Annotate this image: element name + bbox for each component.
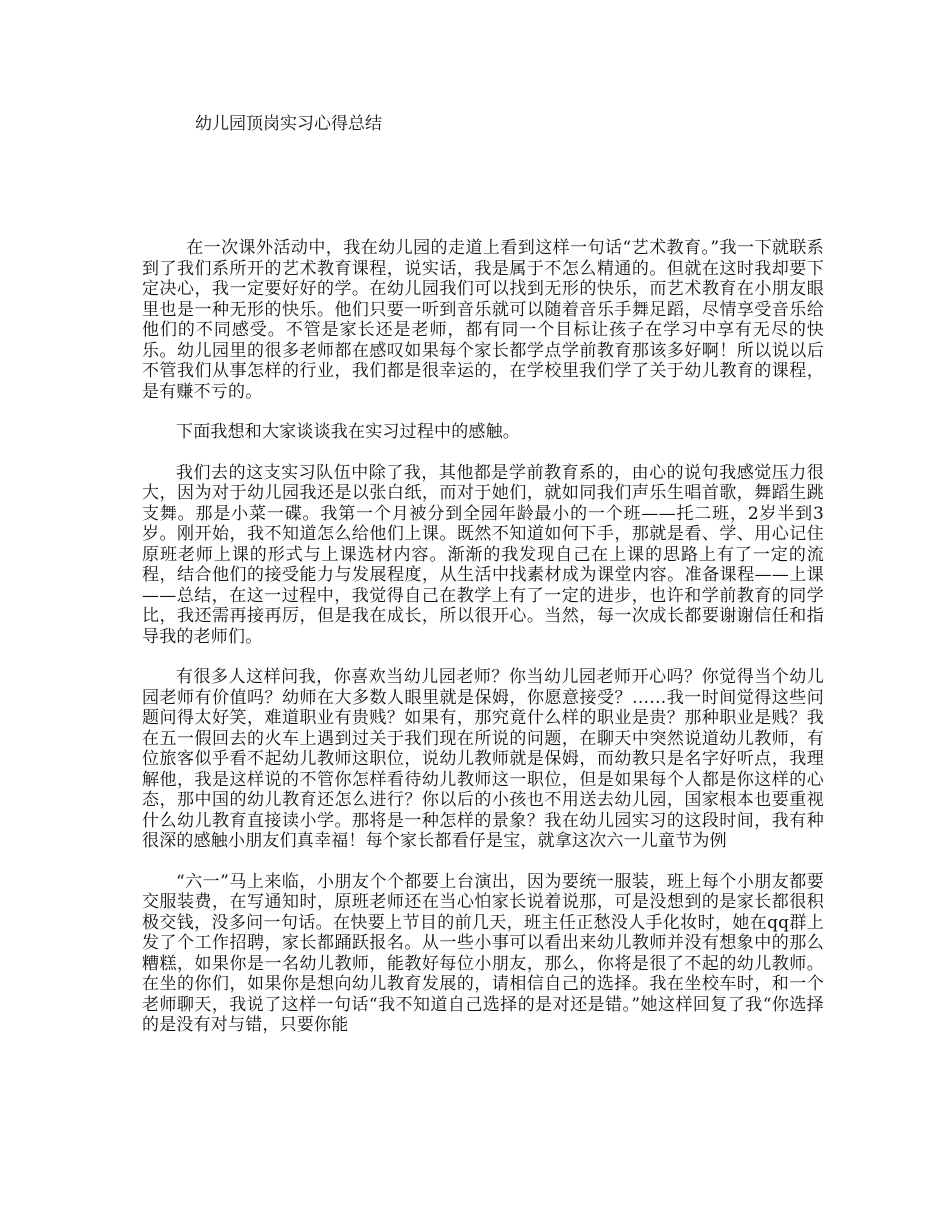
document-title: 幼儿园顶岗实习心得总结: [195, 114, 382, 134]
paragraph-2: 下面我想和大家谈谈我在实习过程中的感触。: [176, 422, 520, 442]
paragraph-3: 我们去的这支实习队伍中除了我，其他都是学前教育系的，由心的说句我感觉压力很大，因为对于幼儿园我还是以张白纸，而对于她们，就如同我们声乐生唱首歌，舞蹈生跳支舞。那是小菜一碟。我第一个月被分到全园年龄最小的一个班——托二班，2岁半到3岁。刚开始，我不知道怎么给他们上课。既然不知道如何下手，那就是看、学、用心记住原班老师上课的形式与上课选材内容。渐渐的我发现自己在上课的思路上有了一定的流程，结合他们的接受能力与发展程度，从生活中找素材成为课堂内容。准备课程——上课——总结，在这一过程中，我觉得自己在教学上有了一定的进步，也许和学前教育的同学比，我还需再接再厉，但是我在成长，所以很开心。当然，每一次成长都要谢谢信任和指导我的老师们。: [142, 462, 824, 647]
paragraph-1: 在一次课外活动中，我在幼儿园的走道上看到这样一句话“艺术教育。”我一下就联系到了我们系所开的艺术教育课程，说实话，我是属于不怎么精通的。但就在这时我却要下定决心，我一定要好好的学。在幼儿园我们可以找到无形的快乐，而艺术教育在小朋友眼里也是一种无形的快乐。他们只要一听到音乐就可以随着音乐手舞足蹈，尽情享受音乐给他们的不同感受。不管是家长还是老师，都有同一个目标让孩子在学习中享有无尽的快乐。幼儿园里的很多老师都在感叹如果每个家长都学点学前教育那该多好啊！所以说以后不管我们从事怎样的行业，我们都是很幸运的，在学校里我们学了关于幼儿教育的课程，是有赚不亏的。: [142, 238, 824, 402]
document-body: [142, 238, 824, 1036]
paragraph-4: 有很多人这样问我，你喜欢当幼儿园老师？你当幼儿园老师开心吗？你觉得当个幼儿园老师有价值吗？幼师在大多数人眼里就是保姆，你愿意接受？……我一时间觉得这些问题问得太好笑，难道职业有贵贱？如果有，那究竟什么样的职业是贵？那种职业是贱？我在五一假回去的火车上遇到过关于我们现在所说的问题，在聊天中突然说道幼儿教师，有位旅客似乎看不起幼儿教师这职位，说幼儿教师就是保姆，而幼教只是名字好听点，我理解他，我是这样说的不管你怎样看待幼儿教师这一职位，但是如果每个人都是你这样的心态，那中国的幼儿教育还怎么进行？你以后的小孩也不用送去幼儿园，国家根本也要重视什么幼儿教育直接读小学。那将是一种怎样的景象？我在幼儿园实习的这段时间，我有种很深的感触小朋友们真幸福！每个家长都看仔是宝，就拿这次六一儿童节为例: [142, 667, 824, 851]
paragraph-5: “六一”马上来临，小朋友个个都要上台演出，因为要统一服装，班上每个小朋友都要交服装费，在写通知时，原班老师还在当心怕家长说着说那，可是没想到的是家长都很积极交钱，没多问一句话。在快要上节目的前几天，班主任正愁没人手化妆时，她在qq群上发了个工作招聘，家长都踊跃报名。从一些小事可以看出来幼儿教师并没有想象中的那么糟糕，如果你是一名幼儿教师，能教好每位小朋友，那么，你将是很了不起的幼儿教师。在坐的你们，如果你是想向幼儿教育发展的，请相信自己的选择。我在坐校车时，和一个老师聊天，我说了这样一句话“我不知道自己选择的是对还是错。”她这样回复了我“你选择的是没有对与错，只要你能: [142, 871, 824, 1035]
